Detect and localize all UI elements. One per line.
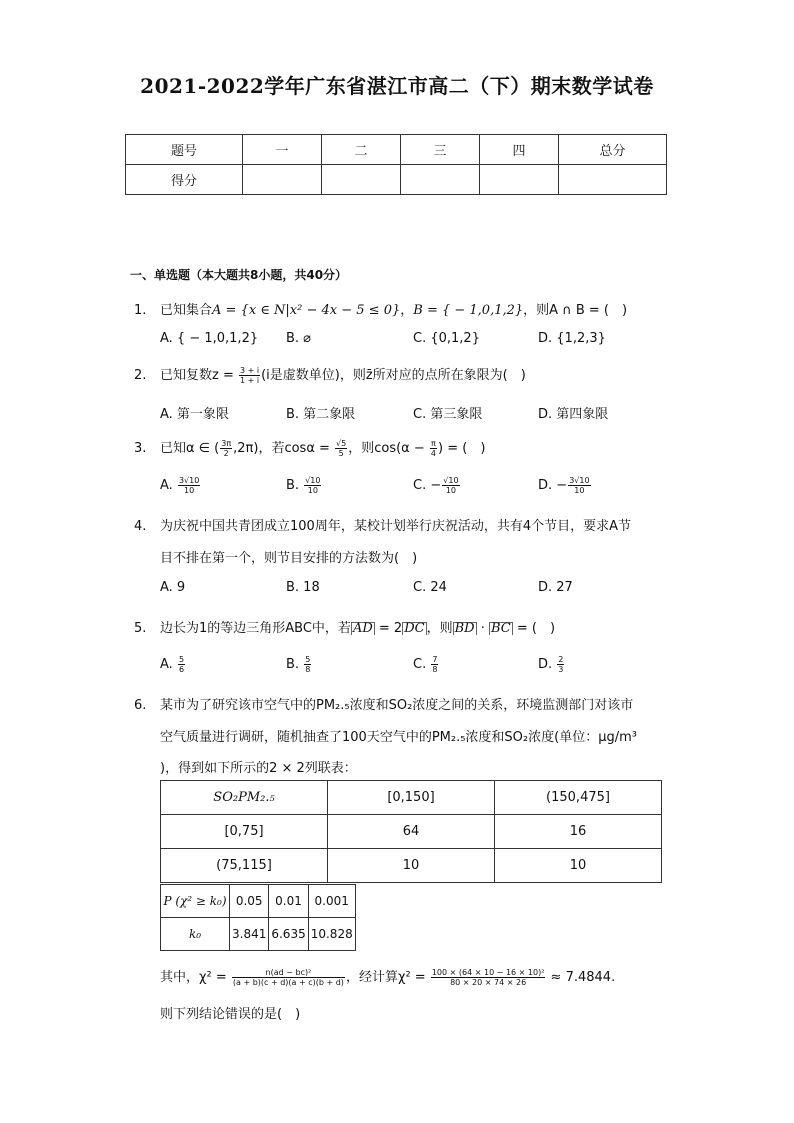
numerator: √5 xyxy=(336,439,347,448)
denominator: 8 xyxy=(432,665,438,674)
question-text: ，则cos(α − xyxy=(348,441,429,456)
numerator: 7 xyxy=(432,655,438,664)
numerator: 5 xyxy=(305,655,311,664)
contingency-col-header: (150,475] xyxy=(495,781,662,815)
numerator: n(ad − bc)² xyxy=(232,968,345,978)
numerator: √10 xyxy=(305,476,321,485)
option-d[interactable]: D. 27 xyxy=(538,580,573,595)
vector: DC xyxy=(404,621,425,636)
critical-p-value: 0.001 xyxy=(308,885,355,918)
numerator: 5 xyxy=(178,655,185,664)
option-label: C. xyxy=(413,478,427,493)
contingency-row xyxy=(161,815,662,849)
score-header-cell: 三 xyxy=(401,135,480,165)
option-c[interactable]: C. {0,1,2} xyxy=(413,331,480,346)
question-text-line: 空气质量进行调研，随机抽查了100天空气中的PM₂.₅浓度和SO₂浓度(单位：μg/m³ xyxy=(160,730,637,745)
contingency-row xyxy=(161,849,662,883)
numerator: √10 xyxy=(443,476,459,485)
option-b[interactable]: B. 第二象限 xyxy=(286,407,356,422)
vector: BC xyxy=(490,621,511,636)
question-text-line: 则下列结论错误的是( ) xyxy=(160,1007,301,1022)
score-cell xyxy=(480,165,559,195)
contingency-row-label: (75,115] xyxy=(161,849,328,883)
math-expression: A = {x ∈ N|x² − 4x − 5 ≤ 0} xyxy=(212,303,401,318)
critical-p-row xyxy=(161,885,356,918)
critical-k-row xyxy=(161,918,356,951)
score-row-label: 得分 xyxy=(126,165,243,195)
option-b[interactable] xyxy=(286,476,322,495)
question-text: 已知α ∈ ( xyxy=(160,441,220,456)
score-header-cell: 二 xyxy=(322,135,401,165)
fraction xyxy=(568,476,590,495)
option-label: B. xyxy=(286,478,300,493)
question-text-line: 目不排在第一个，则节目安排的方法数为( ) xyxy=(160,551,418,566)
fraction xyxy=(220,439,232,458)
question-number: 4. xyxy=(134,519,147,534)
score-header-cell: 四 xyxy=(480,135,559,165)
numerator: 3 + i xyxy=(239,366,260,375)
score-table xyxy=(125,134,667,195)
question-text: 其中，χ² = xyxy=(160,970,231,985)
option-c[interactable]: C. 第三象限 xyxy=(413,407,483,422)
option-a[interactable]: A. 第一象限 xyxy=(160,407,229,422)
question-text-line: )，得到如下所示的2 × 2列联表： xyxy=(160,761,357,776)
fraction xyxy=(178,655,185,674)
formula-line xyxy=(160,966,615,987)
score-header-cell: 总分 xyxy=(559,135,667,165)
fraction xyxy=(304,476,321,495)
question-text: = ( ) xyxy=(512,621,556,636)
vector: AD xyxy=(352,621,373,636)
contingency-cell: 64 xyxy=(328,815,495,849)
fraction xyxy=(557,655,564,674)
score-cell xyxy=(559,165,667,195)
denominator: 80 × 20 × 74 × 26 xyxy=(450,978,527,987)
option-label: A. xyxy=(160,657,173,672)
fraction xyxy=(442,476,459,495)
score-cell xyxy=(243,165,322,195)
option-d[interactable]: D. {1,2,3} xyxy=(538,331,606,346)
critical-value-table xyxy=(160,884,356,951)
contingency-cell: 10 xyxy=(495,849,662,883)
fraction xyxy=(232,968,345,987)
contingency-cell: 10 xyxy=(328,849,495,883)
question-6 xyxy=(134,694,633,713)
contingency-col-header: [0,150] xyxy=(328,781,495,815)
question-text: · xyxy=(476,621,489,636)
denominator: 10 xyxy=(445,486,456,495)
fraction xyxy=(431,655,438,674)
contingency-header-row xyxy=(161,781,662,815)
score-cell xyxy=(322,165,401,195)
option-label: D. xyxy=(538,657,553,672)
score-header-cell: 题号 xyxy=(126,135,243,165)
question-text: 某市为了研究该市空气中的PM₂.₅浓度和SO₂浓度之间的关系，环境监测部门对该市 xyxy=(160,698,634,713)
question-4 xyxy=(134,515,631,534)
denominator: (a + b)(c + d)(a + c)(b + d) xyxy=(232,978,344,987)
question-text: 已知复数z = xyxy=(160,368,238,383)
denominator: 1 + i xyxy=(239,376,260,385)
score-row xyxy=(126,165,667,195)
option-a[interactable] xyxy=(160,655,186,674)
question-text: = 2 xyxy=(374,621,403,636)
fraction xyxy=(335,439,347,458)
question-number: 6. xyxy=(134,698,147,713)
score-header-row xyxy=(126,135,667,165)
contingency-corner: SO₂PM₂.₅ xyxy=(161,781,328,815)
critical-k-value: 6.635 xyxy=(269,918,308,951)
critical-p-label: P (χ² ≥ k₀) xyxy=(161,885,230,918)
numerator: 3√10 xyxy=(569,476,590,485)
critical-p-value: 0.01 xyxy=(269,885,308,918)
fraction xyxy=(178,476,200,495)
option-b[interactable] xyxy=(286,655,312,674)
option-b[interactable]: B. 18 xyxy=(286,580,320,595)
numerator: 100 × (64 × 10 − 16 × 10)² xyxy=(431,968,545,977)
question-1 xyxy=(134,299,627,318)
contingency-row-label: [0,75] xyxy=(161,815,328,849)
numerator: 3√10 xyxy=(178,476,200,485)
section-heading: 一、单选题（本大题共8小题，共40分） xyxy=(130,268,348,282)
option-a[interactable]: A. { − 1,0,1,2} xyxy=(160,331,259,346)
score-cell xyxy=(401,165,480,195)
question-2 xyxy=(134,364,526,385)
question-text: ) = ( ) xyxy=(438,441,486,456)
option-label: C. xyxy=(413,657,427,672)
option-b[interactable]: B. ⌀ xyxy=(286,331,312,346)
contingency-table xyxy=(160,780,662,883)
option-label: B. xyxy=(286,657,300,672)
option-a[interactable] xyxy=(160,476,201,495)
fraction xyxy=(431,968,546,987)
critical-p-value: 0.05 xyxy=(230,885,269,918)
denominator: 8 xyxy=(305,665,311,674)
denominator: 10 xyxy=(307,486,318,495)
denominator: 10 xyxy=(574,486,585,495)
option-d[interactable] xyxy=(538,655,565,674)
math-expression: B = { − 1,0,1,2} xyxy=(413,303,524,318)
numerator: 2 xyxy=(558,655,564,664)
score-header-cell: 一 xyxy=(243,135,322,165)
numerator: π xyxy=(431,439,436,448)
fraction xyxy=(239,366,260,385)
denominator: 4 xyxy=(430,449,437,458)
denominator: 2 xyxy=(223,449,229,458)
question-text: ,2π)，若cosα = xyxy=(233,441,335,456)
question-5 xyxy=(134,617,555,636)
option-a[interactable]: A. 9 xyxy=(160,580,186,595)
option-c[interactable] xyxy=(413,655,439,674)
question-number: 3. xyxy=(134,441,147,456)
option-d[interactable] xyxy=(538,476,592,495)
fraction xyxy=(304,655,311,674)
question-text: 为庆祝中国共青团成立100周年，某校计划举行庆祝活动，共有4个节目，要求A节 xyxy=(160,519,631,534)
option-label: A. xyxy=(160,478,173,493)
option-sign: − xyxy=(556,478,568,493)
critical-k-value: 3.841 xyxy=(230,918,269,951)
question-number: 1. xyxy=(134,303,147,318)
question-text: ，经计算χ² = xyxy=(345,970,430,985)
option-c[interactable] xyxy=(413,476,461,495)
critical-k-label: k₀ xyxy=(161,918,230,951)
question-text: ≈ 7.4844. xyxy=(546,970,616,985)
denominator: 10 xyxy=(184,486,195,495)
page-title: 2021-2022学年广东省湛江市高二（下）期末数学试卷 xyxy=(140,74,654,98)
question-text: 已知集合 xyxy=(160,303,213,318)
numerator: 3π xyxy=(221,439,232,448)
question-text: ，则 xyxy=(426,621,453,636)
question-text: ， xyxy=(400,303,414,318)
option-label: D. xyxy=(538,478,553,493)
question-number: 2. xyxy=(134,368,147,383)
question-text: ，则A ∩ B = ( ) xyxy=(523,303,628,318)
option-c[interactable]: C. 24 xyxy=(413,580,447,595)
vector: BD xyxy=(454,621,475,636)
question-number: 5. xyxy=(134,621,147,636)
denominator: 6 xyxy=(178,665,185,674)
option-d[interactable]: D. 第四象限 xyxy=(538,407,609,422)
denominator: 3 xyxy=(558,665,564,674)
question-text: (i是虚数单位)，则z̄所对应的点所在象限为( ) xyxy=(261,368,526,383)
option-sign: − xyxy=(430,478,442,493)
contingency-cell: 16 xyxy=(495,815,662,849)
question-3 xyxy=(134,437,485,458)
question-text: 边长为1的等边三角形ABC中，若 xyxy=(160,621,351,636)
fraction xyxy=(430,439,437,458)
critical-k-value: 10.828 xyxy=(308,918,355,951)
denominator: 5 xyxy=(338,449,344,458)
